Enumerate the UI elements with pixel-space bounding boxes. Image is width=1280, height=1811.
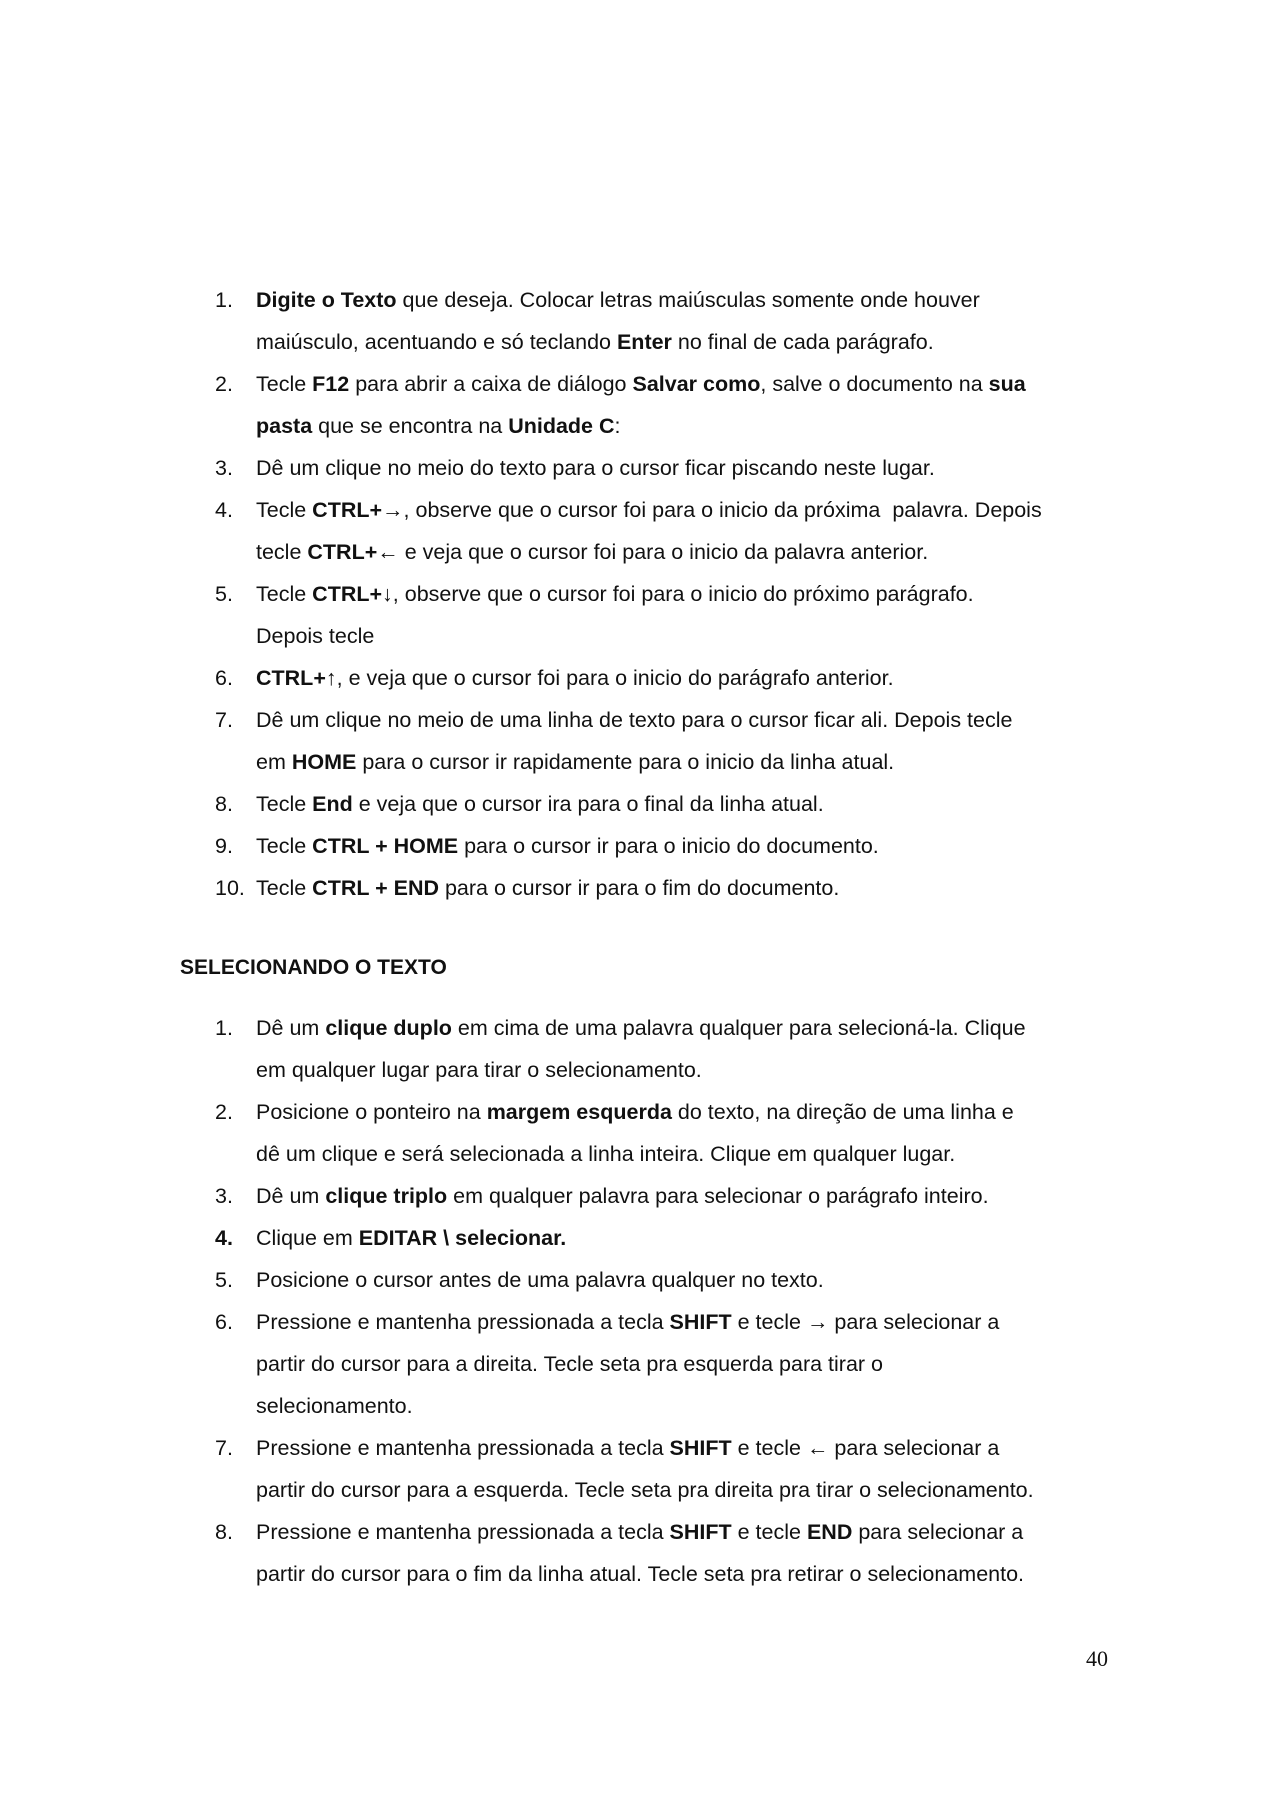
bold-text: CTRL+ (312, 498, 383, 522)
text-segment: Tecle (256, 498, 313, 522)
list-number: 1. (215, 288, 233, 312)
text-segment: para o cursor ir para o inicio do documento. (458, 834, 879, 858)
bold-text: SHIFT (669, 1520, 732, 1544)
bold-text: pasta (256, 414, 313, 438)
text-segment: e tecle (731, 1520, 807, 1544)
bold-text: SHIFT (669, 1436, 732, 1460)
text-line (0, 363, 1280, 405)
text-line (0, 825, 1280, 867)
list-number: 10. (215, 876, 245, 900)
text-segment: Clique em (256, 1226, 359, 1250)
list-number: 7. (215, 1436, 233, 1460)
bold-text: CTRL+ (256, 666, 326, 690)
section-heading: SELECIONANDO O TEXTO (180, 956, 447, 979)
list-item (0, 363, 1280, 447)
text-segment: : (614, 414, 621, 438)
list-number: 1. (215, 1016, 233, 1040)
text-line (0, 1259, 1280, 1301)
list-number: 5. (215, 1268, 233, 1292)
bold-text: margem esquerda (486, 1100, 672, 1124)
bold-text: CTRL + END (312, 876, 439, 900)
text-segment: Dê um (256, 1184, 326, 1208)
list-number: 6. (215, 666, 233, 690)
list-item (0, 1091, 1280, 1175)
text-line (0, 1133, 1280, 1175)
text-segment: maiúsculo, acentuando e só teclando (256, 330, 617, 354)
text-segment: Pressione e mantenha pressionada a tecla (256, 1310, 670, 1334)
text-segment: tecle (256, 540, 308, 564)
bold-text: clique triplo (325, 1184, 448, 1208)
text-segment: Pressione e mantenha pressionada a tecla (256, 1520, 670, 1544)
text-segment: em qualquer lugar para tirar o selecionamento. (256, 1058, 702, 1082)
text-segment: e tecle → para selecionar a (731, 1310, 1000, 1334)
bold-text: CTRL+ (307, 540, 378, 564)
list-number: 8. (215, 1520, 233, 1544)
text-segment: Tecle (256, 834, 313, 858)
text-segment: Posicione o cursor antes de uma palavra qualquer no texto. (256, 1268, 824, 1292)
text-line (0, 321, 1280, 363)
text-line (0, 1091, 1280, 1133)
list-item (0, 573, 1280, 657)
bold-text: SHIFT (669, 1310, 732, 1334)
text-segment: em (256, 750, 292, 774)
bold-text: End (312, 792, 353, 816)
bold-text: Salvar como (632, 372, 761, 396)
text-segment: partir do cursor para a esquerda. Tecle seta pra direita pra tirar o selecionamento. (256, 1478, 1034, 1502)
text-segment: partir do cursor para a direita. Tecle seta pra esquerda para tirar o (256, 1352, 884, 1376)
text-line (0, 447, 1280, 489)
text-segment: e tecle ← para selecionar a (731, 1436, 1000, 1460)
text-line (0, 783, 1280, 825)
list-item (0, 657, 1280, 699)
text-line (0, 1175, 1280, 1217)
list-item (0, 447, 1280, 489)
text-segment: , observe que o cursor foi para o inicio do próximo parágrafo. (392, 582, 974, 606)
text-segment: , salve o documento na (760, 372, 989, 396)
text-segment: Tecle (256, 876, 313, 900)
text-segment: do texto, na direção de uma linha e (671, 1100, 1014, 1124)
text-line (0, 405, 1280, 447)
text-line (0, 1343, 1280, 1385)
list-number: 7. (215, 708, 233, 732)
text-segment: selecionamento. (256, 1394, 413, 1418)
bold-text: EDITAR \ selecionar. (358, 1226, 567, 1250)
list-number: 6. (215, 1310, 233, 1334)
text-line (0, 867, 1280, 909)
text-segment: no final de cada parágrafo. (671, 330, 934, 354)
text-segment: Dê um (256, 1016, 326, 1040)
text-segment: para o cursor ir rapidamente para o inicio da linha atual. (356, 750, 895, 774)
list-item (0, 1301, 1280, 1427)
list-item (0, 489, 1280, 573)
bold-text: END (806, 1520, 853, 1544)
bold-text: sua (988, 372, 1026, 396)
bold-text: Enter (616, 330, 672, 354)
text-segment: ↑, e veja que o cursor foi para o inicio do parágrafo anterior. (325, 666, 894, 690)
text-segment: Tecle (256, 792, 313, 816)
list-item (0, 1007, 1280, 1091)
instruction-list-selection (0, 1007, 1280, 1595)
bold-text: F12 (312, 372, 350, 396)
text-line (0, 1469, 1280, 1511)
text-segment: em cima de uma palavra qualquer para selecioná-la. Clique (451, 1016, 1026, 1040)
page-number: 40 (1086, 1646, 1108, 1671)
list-number: 9. (215, 834, 233, 858)
text-line (0, 573, 1280, 615)
list-number: 3. (215, 1184, 233, 1208)
list-item (0, 867, 1280, 909)
text-line (0, 489, 1280, 531)
text-line (0, 531, 1280, 573)
text-segment: para selecionar a (852, 1520, 1024, 1544)
text-segment: que se encontra na (312, 414, 509, 438)
list-number: 4. (215, 498, 233, 522)
text-line (0, 1301, 1280, 1343)
text-segment: que deseja. Colocar letras maiúsculas somente onde houver (396, 288, 980, 312)
text-segment: para o cursor ir para o fim do documento. (439, 876, 840, 900)
bold-text: CTRL+↓ (312, 582, 393, 606)
text-segment: Posicione o ponteiro na (256, 1100, 487, 1124)
text-line (0, 1007, 1280, 1049)
text-segment: para abrir a caixa de diálogo (349, 372, 633, 396)
list-item (0, 783, 1280, 825)
bold-text: clique duplo (325, 1016, 452, 1040)
list-item (0, 1427, 1280, 1511)
text-line (0, 1049, 1280, 1091)
text-segment: →, observe que o cursor foi para o inicio da próxima palavra. Depois (382, 498, 1042, 522)
text-line (0, 699, 1280, 741)
text-segment: partir do cursor para o fim da linha atual. Tecle seta pra retirar o selecionamento. (256, 1562, 1025, 1586)
list-number: 4. (215, 1226, 233, 1250)
text-segment: Tecle (256, 372, 313, 396)
list-number: 8. (215, 792, 233, 816)
list-number: 2. (215, 1100, 233, 1124)
list-item (0, 825, 1280, 867)
text-segment: Dê um clique no meio de uma linha de texto para o cursor ficar ali. Depois tecle (256, 708, 1013, 732)
text-line (0, 1217, 1280, 1259)
text-segment: Tecle (256, 582, 313, 606)
text-line (0, 1427, 1280, 1469)
bold-text: Unidade C (508, 414, 615, 438)
list-item (0, 1259, 1280, 1301)
list-item (0, 1217, 1280, 1259)
text-segment: Pressione e mantenha pressionada a tecla (256, 1436, 670, 1460)
bold-text: Digite o Texto (256, 288, 397, 312)
list-number: 2. (215, 372, 233, 396)
text-segment: ← e veja que o cursor foi para o inicio da palavra anterior. (377, 540, 929, 564)
bold-text: HOME (291, 750, 357, 774)
text-segment: Dê um clique no meio do texto para o cursor ficar piscando neste lugar. (256, 456, 935, 480)
text-segment: dê um clique e será selecionada a linha inteira. Clique em qualquer lugar. (256, 1142, 956, 1166)
text-line (0, 657, 1280, 699)
text-line (0, 279, 1280, 321)
instruction-list-navigation (0, 279, 1280, 909)
text-segment: em qualquer palavra para selecionar o parágrafo inteiro. (447, 1184, 989, 1208)
text-segment: Depois tecle (256, 624, 375, 648)
list-item (0, 279, 1280, 363)
list-number: 3. (215, 456, 233, 480)
text-segment: e veja que o cursor ira para o final da linha atual. (352, 792, 824, 816)
text-line (0, 1511, 1280, 1553)
bold-text: CTRL + HOME (312, 834, 459, 858)
text-line (0, 615, 1280, 657)
text-line (0, 741, 1280, 783)
text-line (0, 1553, 1280, 1595)
list-item (0, 1175, 1280, 1217)
list-number: 5. (215, 582, 233, 606)
text-line (0, 1385, 1280, 1427)
list-item (0, 699, 1280, 783)
list-item (0, 1511, 1280, 1595)
